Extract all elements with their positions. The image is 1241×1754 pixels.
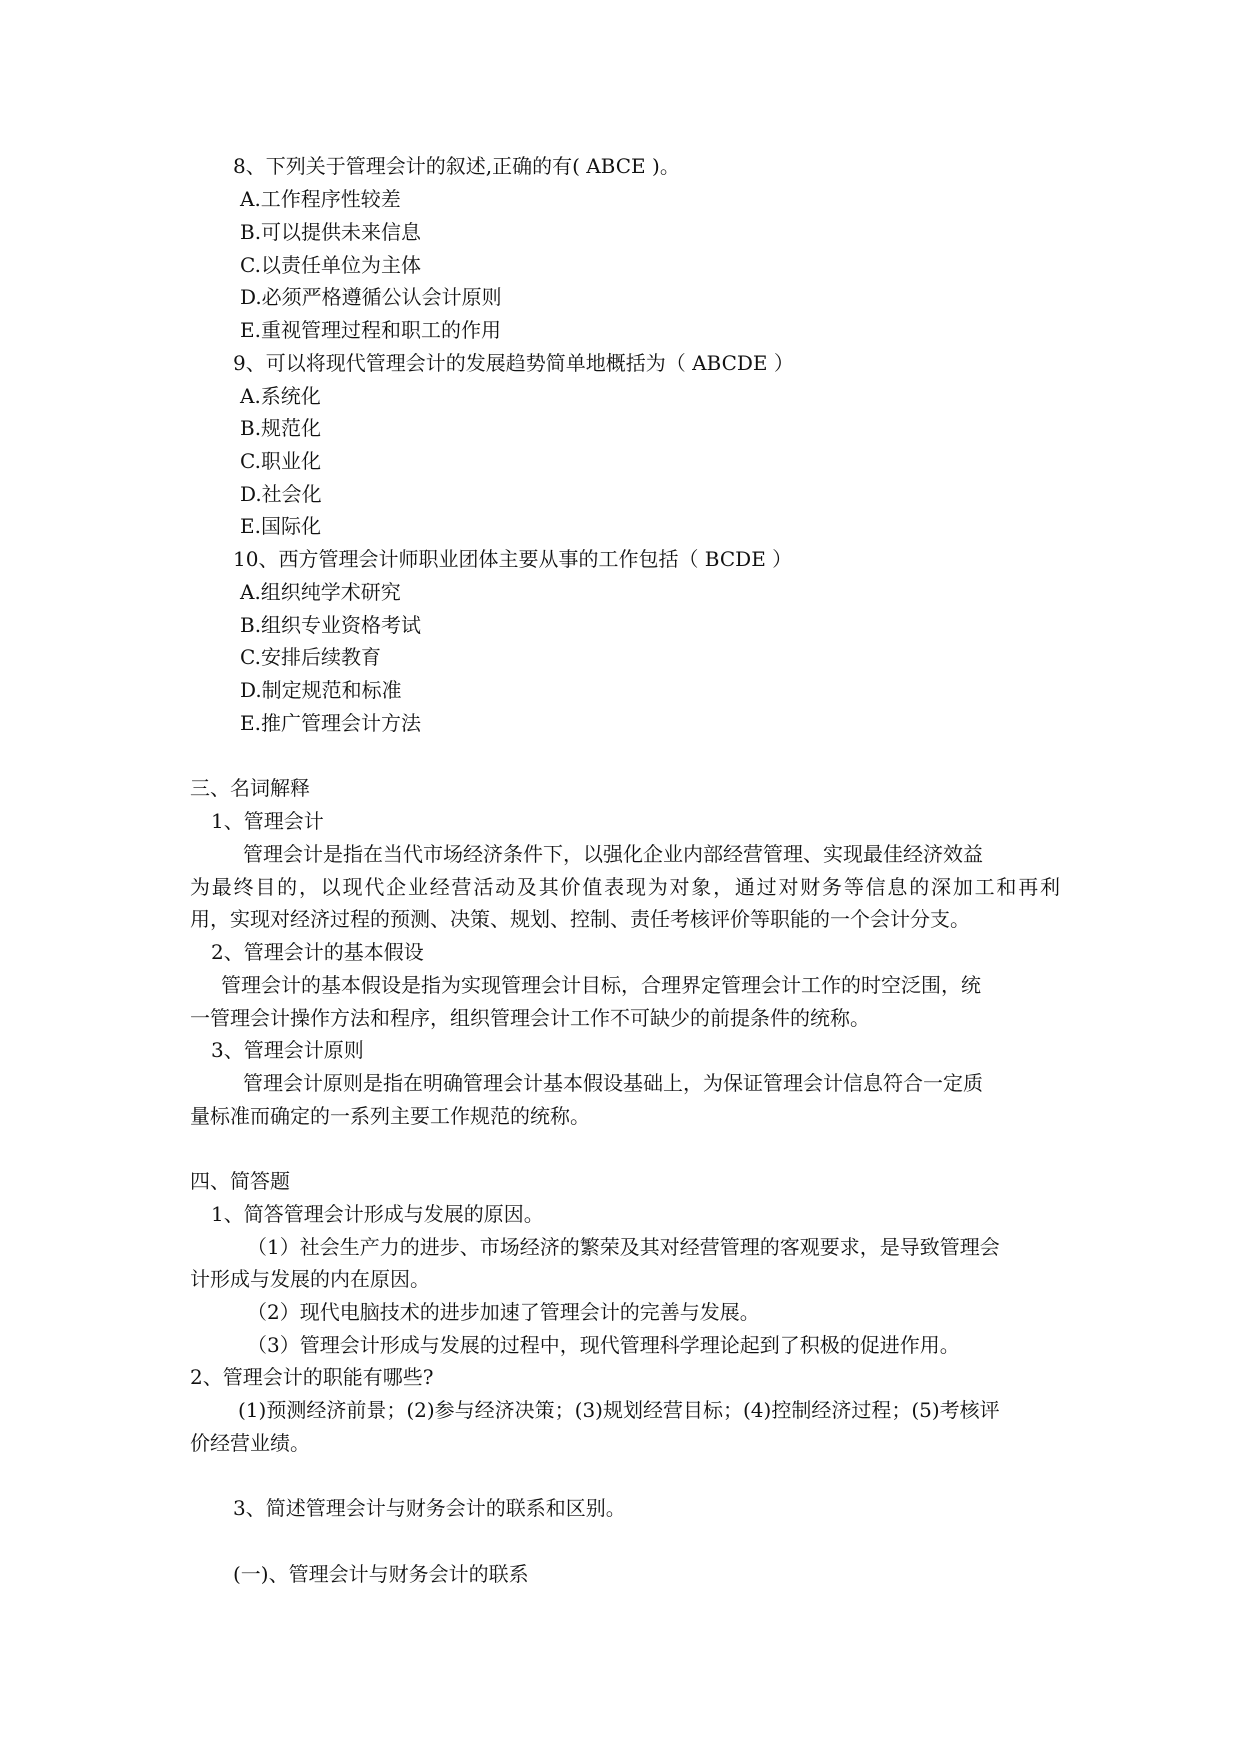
q10-option-a: A.组织纯学术研究 [240,580,401,604]
q10-option-d: D.制定规范和标准 [240,678,402,702]
term2-title: 2、管理会计的基本假设 [211,940,424,964]
term1-line-3: 用，实现对经济过程的预测、决策、规划、控制、责任考核评价等职能的一个会计分支。 [190,907,970,931]
term1-line-2: 为最终目的，以现代企业经营活动及其价值表现为对象，通过对财务等信息的深加工和再利 [190,875,1060,899]
q8-stem: 8、下列关于管理会计的叙述,正确的有( ABCE )。 [233,154,680,178]
q8-option-b: B.可以提供未来信息 [240,220,422,244]
term2-line-2: 一管理会计操作方法和程序，组织管理会计工作不可缺少的前提条件的统称。 [190,1006,870,1030]
q10-stem: 10、西方管理会计师职业团体主要从事的工作包括（ BCDE ） [233,547,793,571]
section4-heading: 四、简答题 [190,1169,290,1193]
term3-line-2: 量标准而确定的一系列主要工作规范的统称。 [190,1104,590,1128]
answer1-title: 1、简答管理会计形成与发展的原因。 [211,1202,544,1226]
answer1-line-2: 计形成与发展的内在原因。 [190,1267,430,1291]
q10-option-e: E.推广管理会计方法 [240,711,421,735]
q10-option-c: C.安排后续教育 [240,645,381,669]
q9-option-a: A.系统化 [240,384,321,408]
q9-option-c: C.职业化 [240,449,321,473]
section3-heading: 三、名词解释 [190,776,310,800]
term3-title: 3、管理会计原则 [211,1038,364,1062]
q9-option-e: E.国际化 [240,514,321,538]
answer1-line-3: （2）现代电脑技术的进步加速了管理会计的完善与发展。 [247,1300,760,1324]
answer3-title: 3、简述管理会计与财务会计的联系和区别。 [233,1496,626,1520]
q10-option-b: B.组织专业资格考试 [240,613,422,637]
answer1-line-4: （3）管理会计形成与发展的过程中，现代管理科学理论起到了积极的促进作用。 [247,1333,960,1357]
q8-option-d: D.必须严格遵循公认会计原则 [240,285,502,309]
term3-line-1: 管理会计原则是指在明确管理会计基本假设基础上，为保证管理会计信息符合一定质 [243,1071,983,1095]
q8-option-e: E.重视管理过程和职工的作用 [240,318,501,342]
q9-stem: 9、可以将现代管理会计的发展趋势简单地概括为（ ABCDE ） [233,351,794,375]
answer2-line-1: (1)预测经济前景；(2)参与经济决策；(3)规划经营目标；(4)控制经济过程；(5)考核评 [238,1398,1000,1422]
term1-line-1: 管理会计是指在当代市场经济条件下，以强化企业内部经营管理、实现最佳经济效益 [243,842,983,866]
answer1-line-1: （1）社会生产力的进步、市场经济的繁荣及其对经营管理的客观要求，是导致管理会 [247,1235,1000,1259]
q8-option-a: A.工作程序性较差 [240,187,401,211]
answer3-subheading: (一)、管理会计与财务会计的联系 [233,1562,529,1586]
q9-option-b: B.规范化 [240,416,322,440]
term2-line-1: 管理会计的基本假设是指为实现管理会计目标，合理界定管理会计工作的时空泛围，统 [221,973,981,997]
q8-option-c: C.以责任单位为主体 [240,253,421,277]
term1-title: 1、管理会计 [211,809,324,833]
answer2-title: 2、管理会计的职能有哪些? [190,1365,434,1389]
answer2-line-2: 价经营业绩。 [190,1431,310,1455]
q9-option-d: D.社会化 [240,482,322,506]
